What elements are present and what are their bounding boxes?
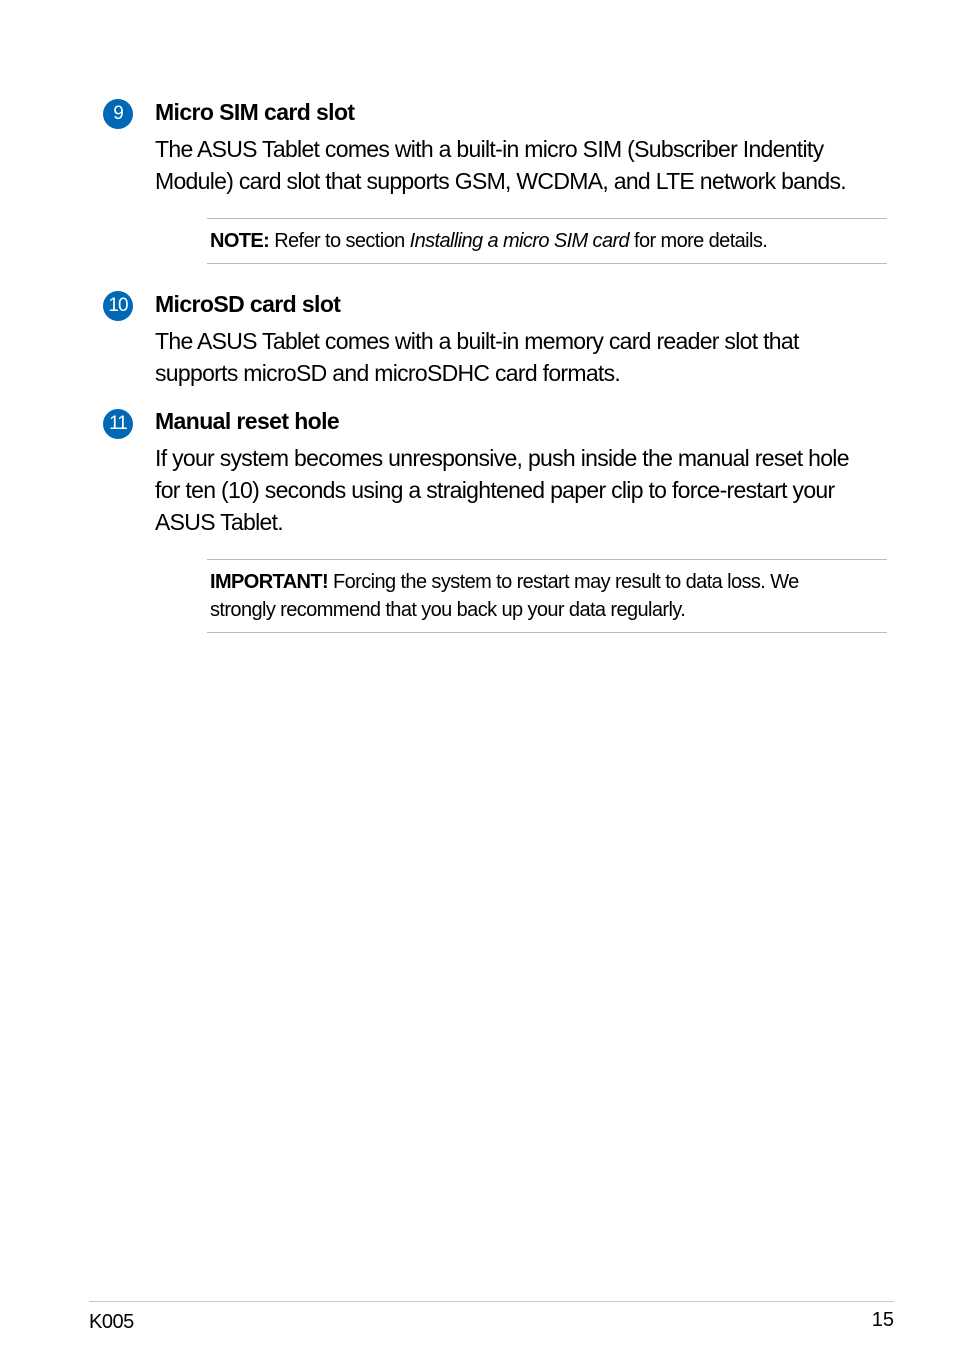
page-number: 15 [871, 1309, 894, 1331]
note-box [207, 218, 887, 264]
note-text [207, 227, 887, 255]
paragraph-line: If your system becomes unresponsive, push inside the manual reset hole [155, 445, 849, 471]
paragraph-line: ASUS Tablet. [155, 509, 283, 535]
paragraph-line: Module) card slot that supports GSM, WCDMA, and LTE network bands. [155, 168, 846, 194]
footer-model: K005 [89, 1311, 134, 1333]
footer-divider [89, 1301, 894, 1302]
item-number-badge-9: 9 [103, 99, 133, 129]
item-number-badge-11: 11 [103, 409, 133, 439]
important-line: strongly recommend that you back up your data regularly. [210, 599, 686, 621]
paragraph-manual-reset-hole [155, 442, 885, 538]
heading-micro-sim-card-slot: Micro SIM card slot [155, 99, 355, 125]
paragraph-line: The ASUS Tablet comes with a built-in micro SIM (Subscriber Indentity [155, 136, 824, 162]
paragraph-line: The ASUS Tablet comes with a built-in memory card reader slot that [155, 328, 799, 354]
important-label: IMPORTANT! [210, 571, 329, 593]
heading-manual-reset-hole: Manual reset hole [155, 408, 340, 434]
paragraph-micro-sim-card-slot [155, 133, 885, 197]
note-section-reference: Installing a micro SIM card [409, 230, 630, 252]
item-number-badge-10: 10 [103, 291, 133, 321]
paragraph-line: supports microSD and microSDHC card formats. [155, 360, 621, 386]
note-label: NOTE: [210, 230, 270, 252]
paragraph-microsd-card-slot [155, 325, 885, 389]
paragraph-line: for ten (10) seconds using a straightened paper clip to force-restart your [155, 477, 835, 503]
note-text-before: Refer to section [274, 230, 405, 252]
note-text-after: for more details. [634, 230, 768, 252]
important-text [207, 568, 887, 624]
important-box [207, 559, 887, 633]
heading-microsd-card-slot: MicroSD card slot [155, 291, 341, 317]
important-line: Forcing the system to restart may result to data loss. We [333, 571, 799, 593]
